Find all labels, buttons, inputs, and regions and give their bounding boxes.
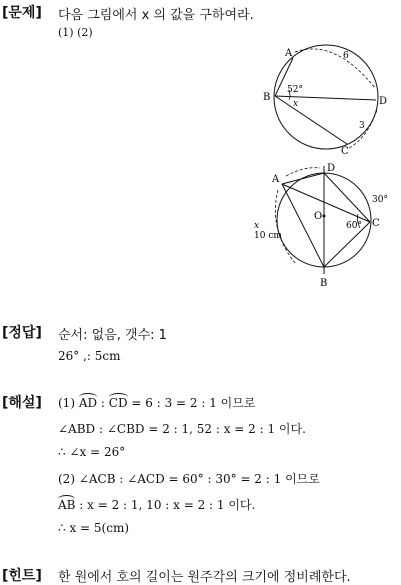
figure2-point-a: A	[272, 174, 280, 185]
figure1-x-label: x	[293, 99, 299, 109]
figure1-arc2-label: 3	[359, 121, 365, 131]
solution-line5	[58, 496, 255, 513]
figure1-arc-label: 6	[343, 51, 349, 61]
figure2-point-b: B	[320, 278, 328, 288]
figure1-point-d: D	[379, 96, 388, 107]
figure2-angle1-label: 30°	[372, 195, 388, 205]
figure2-top-arc-mark	[286, 168, 320, 176]
figure1-point-b: B	[263, 92, 271, 103]
hint-text: 한 원에서 호의 길이는 원주각의 크기에 정비례한다.	[58, 570, 351, 585]
figure-2	[252, 160, 398, 288]
problem-question: 다음 그림에서 x 의 값을 구하여라.	[58, 8, 254, 23]
figure2-x-label: x	[254, 221, 260, 231]
figure2-chord-cd	[324, 173, 370, 222]
figure1-point-c: C	[341, 146, 349, 156]
solution-l1-prefix: (1)	[58, 396, 79, 410]
figure-1	[255, 38, 395, 156]
answer-tag: [정답]	[2, 325, 42, 341]
answer-line2: 26° ,: 5cm	[58, 349, 121, 363]
hint-tag: [힌트]	[2, 568, 42, 584]
arc-ab: AB	[58, 498, 76, 512]
arc-cd: CD	[108, 396, 128, 410]
figure2-angle2-label: 60°	[346, 221, 362, 231]
solution-line6: ∴ x = 5(cm)	[58, 521, 129, 535]
figure2-chord-ac	[282, 184, 370, 222]
solution-l5-suffix: : x = 2 : 1, 10 : x = 2 : 1 이다.	[75, 498, 256, 512]
figure2-chord-ab	[282, 184, 324, 267]
figure1-angle-label: 52°	[287, 85, 303, 95]
figure2-center-point	[323, 215, 326, 218]
figure1-point-a: A	[285, 48, 293, 59]
solution-line4: (2) ∠ACB : ∠ACD = 60° : 30° = 2 : 1 이므로	[58, 472, 320, 486]
figure2-side-arc-mark	[275, 190, 296, 264]
solution-line1	[58, 394, 255, 411]
figure2-point-d: D	[327, 163, 336, 174]
solution-l1-suffix: = 6 : 3 = 2 : 1 이므로	[127, 396, 256, 410]
solution-colon: :	[97, 396, 109, 410]
solution-line3: ∴ ∠x = 26°	[58, 445, 126, 459]
solution-tag: [해설]	[2, 395, 42, 411]
figure1-chord-bc	[275, 96, 347, 144]
figure2-side-label: 10 cm	[254, 231, 282, 241]
sub-labels: (1) (2)	[58, 26, 93, 39]
arc-ad: AD	[78, 396, 98, 410]
figure2-center-label: O	[314, 211, 323, 222]
answer-line1: 순서: 없음, 갯수: 1	[58, 328, 167, 343]
figure1-arc-mark-ad	[295, 49, 375, 88]
figure2-point-c: C	[372, 218, 380, 229]
solution-line2: ∠ABD : ∠CBD = 2 : 1, 52 : x = 2 : 1 이다.	[58, 422, 306, 436]
problem-tag: [문제]	[2, 5, 42, 21]
